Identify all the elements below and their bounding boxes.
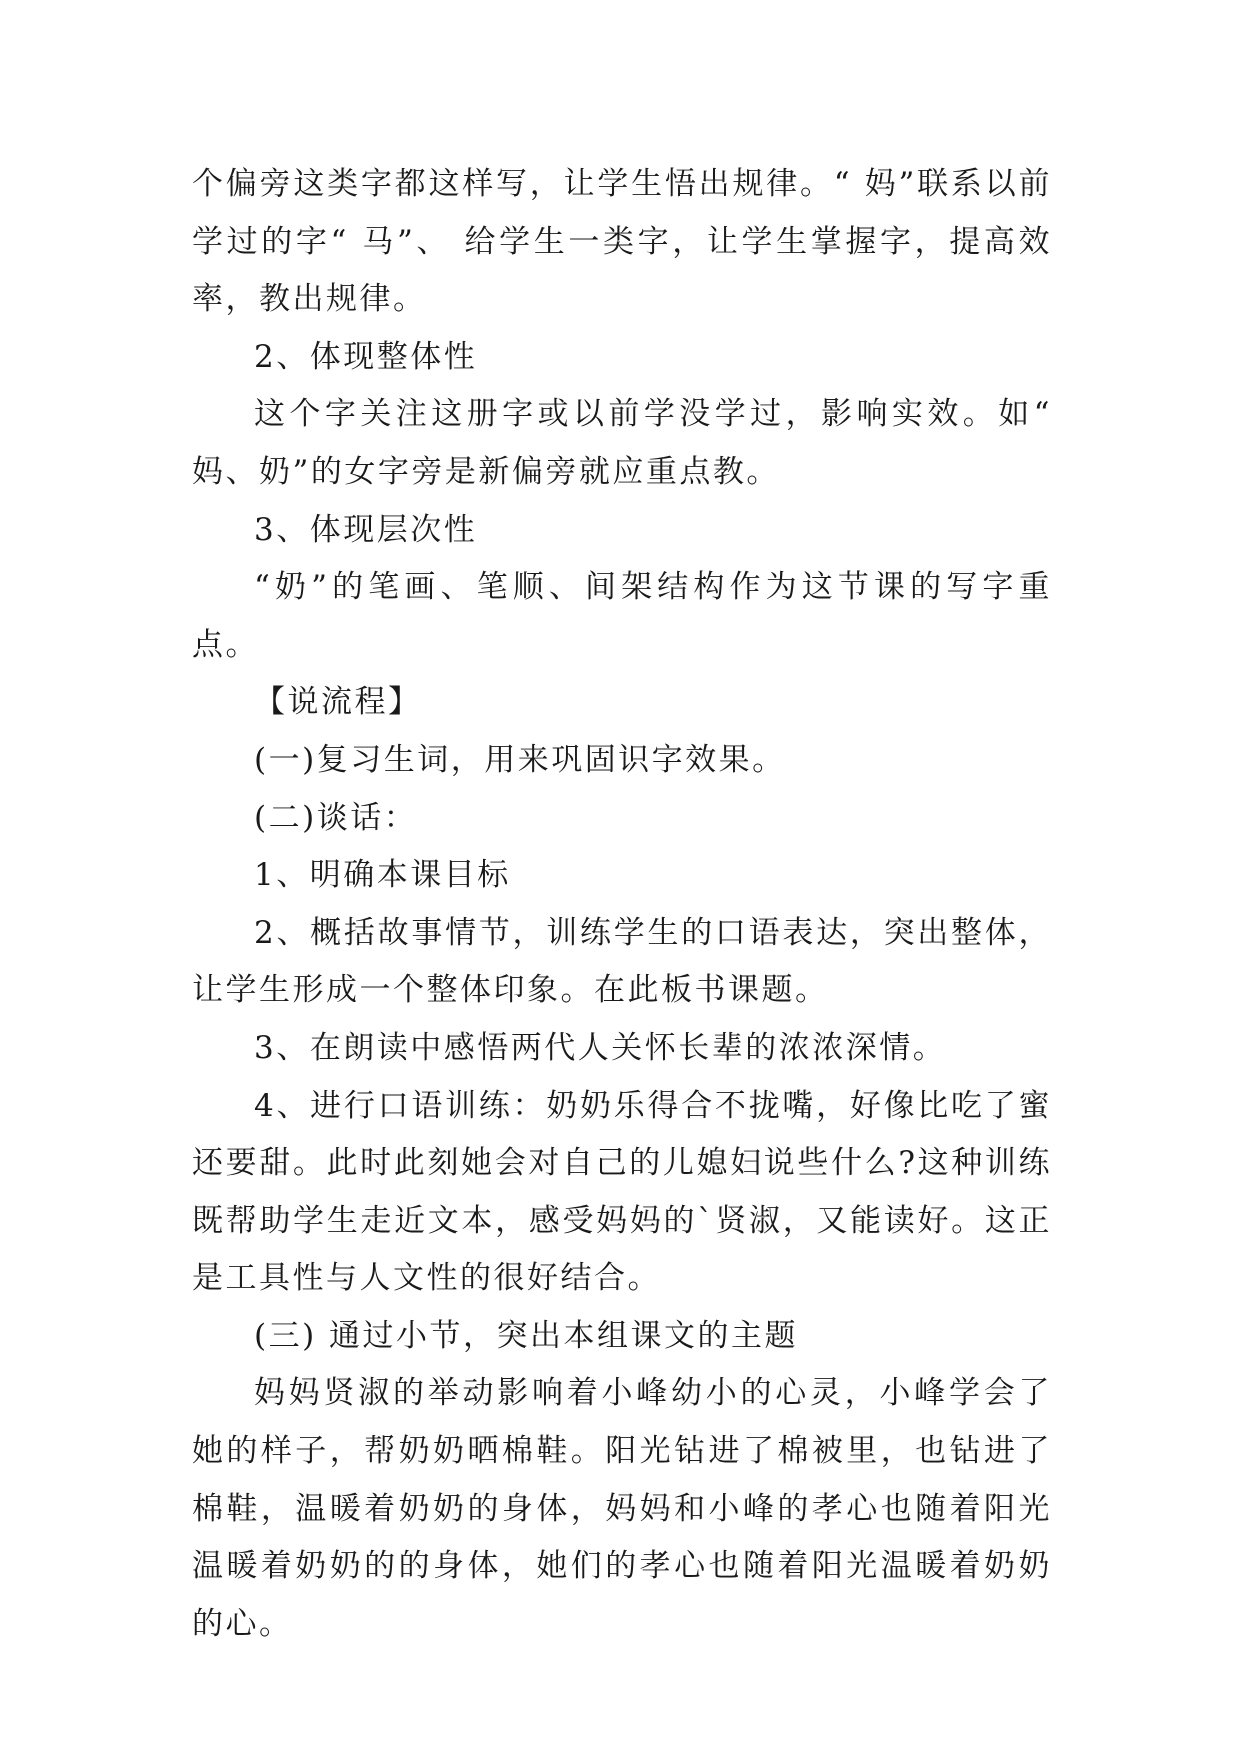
list-item: 1、明确本课目标	[254, 857, 511, 894]
paragraph: 个偏旁这类字都这样写，让学生悟出规律。“ 妈”联系以前学过的字“ 马”、 给学生一类字，让学生掌握字，提高效率，教出规律。	[192, 166, 1052, 318]
section-heading: (二)谈话：	[254, 799, 418, 836]
list-item: 2、概括故事情节，训练学生的口语表达，突出整体，让学生形成一个整体印象。在此板书课题。	[192, 914, 1052, 1009]
paragraph: “奶”的笔画、笔顺、间架结构作为这节课的写字重点。	[192, 569, 1052, 663]
section-heading: (三) 通过小节，突出本组课文的主题	[254, 1317, 799, 1354]
document-body	[192, 156, 1052, 1653]
section-heading: (一)复习生词，用来巩固识字效果。	[254, 741, 786, 778]
list-item: 3、在朗读中感悟两代人关怀长辈的浓浓深情。	[254, 1029, 947, 1066]
section-heading: 【说流程】	[254, 684, 422, 721]
section-heading: 2、体现整体性	[254, 338, 478, 375]
paragraph: 这个字关注这册字或以前学没学过，影响实效。如“ 妈、奶”的女字旁是新偏旁就应重点教。	[192, 396, 1052, 490]
section-heading: 3、体现层次性	[254, 511, 478, 548]
paragraph: 妈妈贤淑的举动影响着小峰幼小的心灵，小峰学会了她的样子，帮奶奶晒棉鞋。阳光钻进了棉被里，也钻进了棉鞋，温暖着奶奶的身体，妈妈和小峰的孝心也随着阳光温暖着奶奶的的身体，她们的孝心也随着阳光温暖着奶奶的心。	[192, 1375, 1052, 1642]
list-item: 4、进行口语训练：奶奶乐得合不拢嘴，好像比吃了蜜还要甜。此时此刻她会对自己的儿媳妇说些什么?这种训练既帮助学生走近文本，感受妈妈的`贤淑，又能读好。这正是工具性与人文性的很好结合。	[192, 1087, 1052, 1297]
